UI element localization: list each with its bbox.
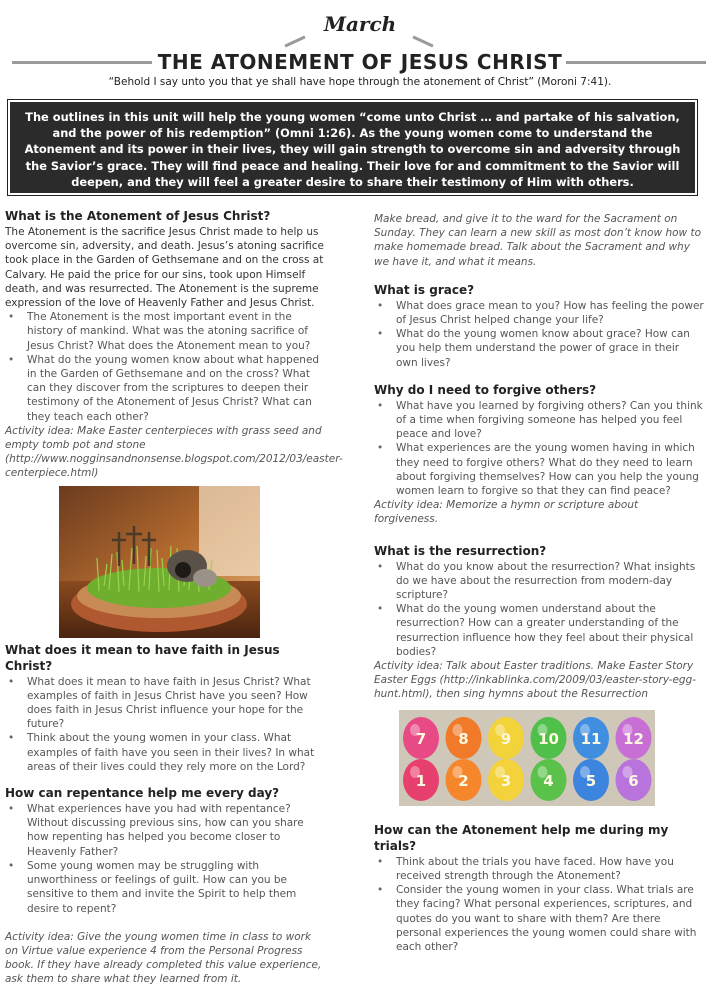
intro-banner-text: The outlines in this unit will help the young women “come unto Christ … and partake of his salvation, and the power of his redemption” (Omni 1:26). As the young women come to understand the Atonement and its power in their lives, they will gain strength to overcome sin and adversity through the Savior’s grace. They will find peace and healing. Their love for and commitment to the Savior will deepen, and they will feel a greater desire to share their testimony of Him with others.: [10, 102, 695, 193]
bullet-list-repentance: [5, 802, 327, 916]
list-item: • What does grace mean to you? How has feeling the power of Jesus Christ helped change your life?: [374, 299, 704, 327]
list-item: • Think about the young women in your class. What examples of faith have you seen in their lives? In what areas of their lives could they rely more on the Lord?: [5, 731, 327, 774]
scripture-quote: “Behold I say unto you that ye shall have hope through the atonement of Christ” (Moroni 7:41).: [108, 76, 612, 88]
list-item: • What do the young women know about grace? How can you help them understand the power of grace in their own lives?: [374, 327, 704, 370]
list-item: • The Atonement is the most important event in the history of mankind. What was the atoning sacrifice of Jesus Christ? What does the Atonement mean to you?: [5, 310, 327, 353]
section-heading-trials: How can the Atonement help me during my trials?: [374, 822, 669, 853]
egg-number: 10: [538, 729, 559, 748]
section-heading-forgive: Why do I need to forgive others?: [374, 382, 597, 397]
bullet-list-grace: [374, 299, 704, 370]
list-item: • Consider the young women in your class. What trials are they facing? What personal experiences, scriptures, and quotes do you want to share with them? Are there personal experiences the young women could share with each other?: [374, 883, 704, 954]
bullet-list-resurrection: [374, 560, 704, 659]
egg-number: 4: [543, 771, 554, 790]
list-item: • What does it mean to have faith in Jesus Christ? What examples of faith in Jesus Christ have you seen? How does faith in Jesus Christ influence your hope for the future?: [5, 675, 327, 732]
list-item: • What do you know about the resurrection? What insights do we have about the resurrection from modern-day scripture?: [374, 560, 704, 603]
intro-banner: [7, 99, 698, 196]
month-script-title: March: [323, 12, 397, 36]
bullet-list-forgive: [374, 399, 704, 498]
egg-number: 5: [585, 771, 597, 790]
list-item: • What experiences have you had with repentance? Without discussing previous sins, how can you share how repenting has helped you become closer to Heavenly Father?: [5, 802, 327, 859]
section-body-atonement: The Atonement is the sacrifice Jesus Christ made to help us overcome sin, adversity, and death. Jesus’s atoning sacrifice took place in the Garden of Gethsemane and on the cross at Calvary. He paid the price for our sins, took upon Himself death, and was resurrected. The Atonement is the supreme expression of the love of Heavenly Father and Jesus Christ.: [5, 226, 324, 310]
bullet-list-atonement: [5, 310, 327, 424]
section-heading-resurrection: What is the resurrection?: [374, 543, 547, 558]
bullet-list-faith: [5, 675, 327, 774]
list-item: • What have you learned by forgiving others? Can you think of a time when forgiving someone has helped you feel peace and love?: [374, 399, 704, 442]
section-heading-repentance: How can repentance help me every day?: [5, 786, 280, 801]
egg-number: 3: [500, 771, 512, 790]
easter-centerpiece-photo: [59, 486, 260, 638]
list-item: • What experiences are the young women having in which they need to forgive others? What do they need to learn about forgiving themselves? How can you help the young women learn to forgive so that they can find peace?: [374, 441, 704, 498]
activity-idea-virtue: Activity idea: Give the young women time in class to work on Virtue value experience 4 from the Personal Progress book. If they have already completed this value experience, ask them to share what they learned from it.: [5, 930, 322, 986]
easter-eggs-image: [399, 710, 655, 806]
egg-number: 1: [415, 771, 427, 790]
activity-idea-forgiveness: Activity idea: Memorize a hymn or scripture about forgiveness.: [374, 499, 639, 526]
activity-idea-centerpiece: Activity idea: Make Easter centerpieces with grass seed and empty tomb pot and stone (http://www.nogginsandnonsense.blogspot.com/2012/03/easter-centerpiece.html): [5, 424, 343, 480]
section-heading-faith: What does it mean to have faith in Jesus Christ?: [5, 642, 280, 673]
easter-centerpiece-image: [59, 486, 260, 638]
egg-number: 7: [415, 729, 427, 748]
decor-dash-right: [412, 35, 433, 47]
decor-dash-left: [284, 35, 305, 47]
easter-eggs-photo: [399, 710, 655, 806]
egg-number: 12: [623, 729, 644, 748]
list-item: • What do the young women know about what happened in the Garden of Gethsemane and on the cross? What can they discover from the scriptures to deepen their testimony of the Atonement of Jesus Christ? What can they teach each other?: [5, 353, 327, 424]
egg-number: 9: [500, 729, 512, 748]
activity-idea-easter-eggs: Activity idea: Talk about Easter traditions. Make Easter Story Easter Eggs (http://inkablinka.com/2009/03/easter-story-egg-hunt.html), then sing hymns about the Resurrection: [374, 660, 697, 701]
egg-number: 2: [458, 771, 469, 790]
section-heading-grace: What is grace?: [374, 282, 475, 297]
egg-number: 6: [628, 771, 639, 790]
egg-number: 11: [580, 729, 602, 748]
section-heading-atonement: What is the Atonement of Jesus Christ?: [5, 209, 271, 223]
right-column: [374, 212, 704, 954]
bullet-list-trials: [374, 855, 704, 954]
list-item: • What do the young women understand about the resurrection? How can a greater understanding of the resurrection influence how they feel about their physical bodies?: [374, 602, 704, 659]
left-column: [5, 208, 343, 987]
list-item: • Some young women may be struggling with unworthiness or feelings of guilt. How can you be sensitive to them and invite the Spirit to help them desire to repent?: [5, 859, 327, 916]
activity-idea-bread: Make bread, and give it to the ward for the Sacrament on Sunday. They can learn a new skill as most don’t know how to make homemade bread. Talk about the Sacrament and why we have it, and what it means.: [374, 213, 701, 268]
page-title: THE ATONEMENT OF JESUS CHRIST: [157, 50, 563, 74]
egg-number: 8: [458, 729, 469, 748]
list-item: • Think about the trials you have faced. How have you received strength through the Atonement?: [374, 855, 704, 883]
